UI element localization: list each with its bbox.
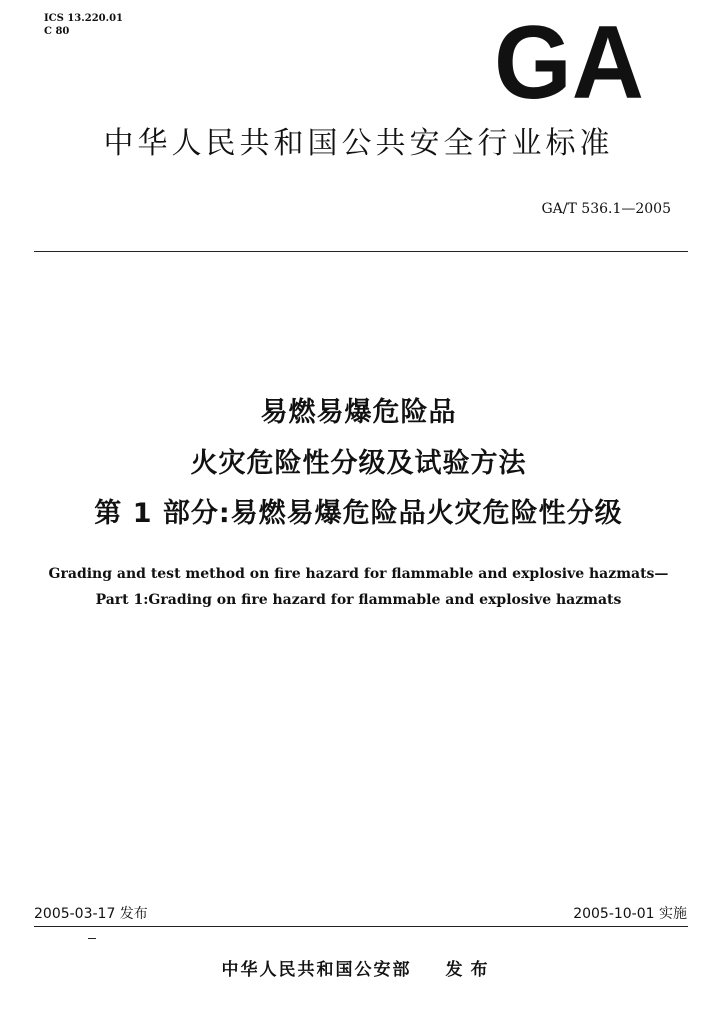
issue-date: 2005-03-17 发布 <box>34 906 148 922</box>
standard-number: GA/T 536.1—2005 <box>541 201 671 217</box>
publisher-organization: 中华人民共和国公安部 <box>221 960 412 980</box>
publisher-line <box>0 959 717 981</box>
ics-code: ICS 13.220.01 <box>44 13 124 24</box>
cn-title-line-3: 第 1 部分:易燃易爆危险品火灾危险性分级 <box>94 498 623 529</box>
standard-title: 中华人民共和国公共安全行业标准 <box>103 126 614 161</box>
ga-logo-text: GA <box>494 22 644 102</box>
small-dash <box>88 938 96 939</box>
ga-logo <box>493 22 645 102</box>
top-divider <box>34 251 688 252</box>
cn-title-line-1: 易燃易爆危险品 <box>260 397 457 428</box>
en-title-line-1: Grading and test method on fire hazard for flammable and explosive hazmats— <box>48 566 669 582</box>
implementation-date: 2005-10-01 实施 <box>573 906 687 922</box>
bottom-divider <box>34 926 688 927</box>
en-title-line-2: Part 1:Grading on fire hazard for flammable and explosive hazmats <box>95 592 622 608</box>
cn-title-line-2: 火灾危险性分级及试验方法 <box>190 448 527 479</box>
ccs-code: C 80 <box>44 26 70 37</box>
publisher-action: 发布 <box>445 960 496 980</box>
